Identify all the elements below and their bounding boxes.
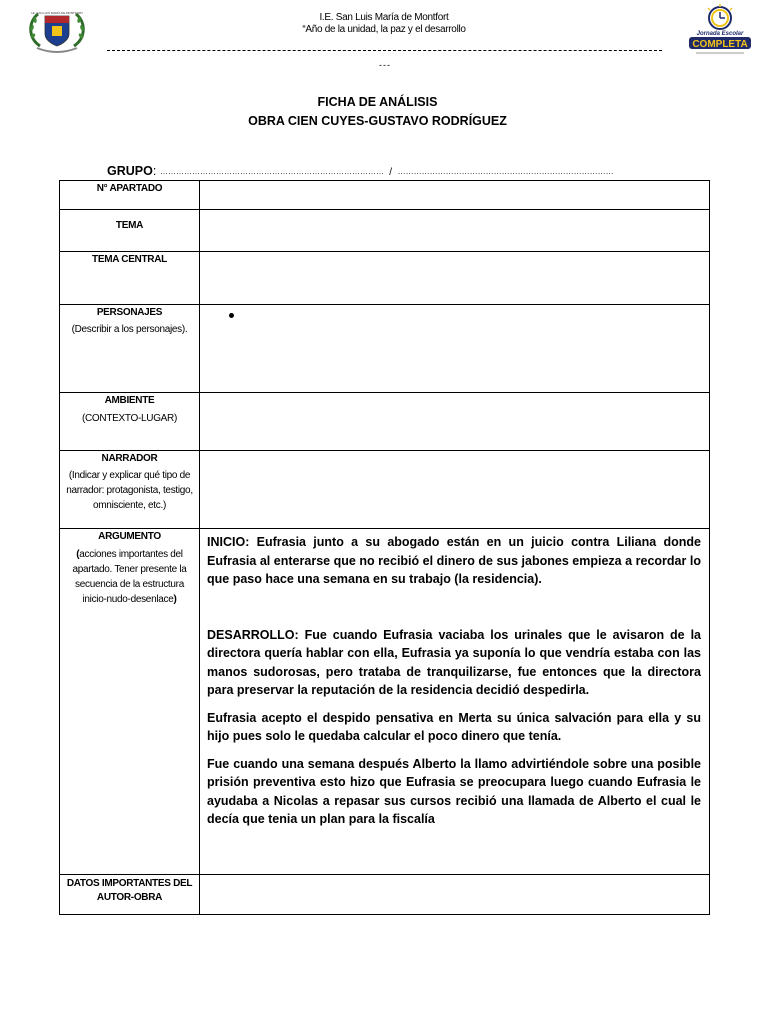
table-row: [60, 181, 710, 210]
grupo-blank-2[interactable]: ………………………………………………………………………: [397, 167, 614, 176]
analysis-form-table: [59, 180, 710, 915]
datos-field[interactable]: [200, 875, 710, 915]
bullet-icon: [229, 313, 234, 318]
label-tema: TEMA: [115, 220, 144, 231]
hint-ambiente: (CONTEXTO-LUGAR): [81, 413, 178, 424]
row-label-personajes: [60, 305, 200, 393]
grupo-blank-1[interactable]: …………………………………………………………………………: [159, 167, 384, 176]
label-tema-central: TEMA CENTRAL: [92, 254, 167, 265]
logo-text-main: COMPLETA: [692, 39, 748, 50]
paragraph-desarrollo: DESARROLLO: Fue cuando Eufrasia vaciaba los urinales que le avisaron de la directora quería hablar con ella, Eufrasia ya suponía lo que vendría estaba con las manos sudorosas, pero trataba de tranquilizarse, fue entonces que la directora para preservar la reputación de la residencia decidió despedirla.: [207, 627, 701, 697]
paragraph-inicio: INICIO: Eufrasia junto a su abogado están en un juicio contra Liliana donde Eufrasia al enterarse que no recibió el dinero de sus jabones empieza a recordar lo que paso hace una semana en su trabajo (la residencia).: [207, 535, 701, 586]
separator-line: [107, 44, 662, 51]
personajes-field[interactable]: [200, 305, 710, 393]
argumento-text: [200, 529, 709, 829]
row-label-narrador: [60, 451, 200, 529]
label-narrador: NARRADOR: [101, 453, 158, 464]
row-label-tema: [60, 210, 200, 252]
label-ambiente: AMBIENTE: [104, 395, 155, 406]
hint-argumento-text: acciones importantes del apartado. Tener presente la secuencia de la estructura inicio-nudo-desenlace: [72, 549, 187, 605]
school-name: I.E. San Luis María de Montfort: [319, 12, 449, 23]
grupo-label: GRUPO: [107, 164, 153, 178]
row-label-apartado: [60, 181, 200, 210]
grupo-slash: /: [389, 167, 393, 178]
label-argumento: ARGUMENTO: [98, 531, 161, 542]
row-label-datos: [60, 875, 200, 915]
table-row: [60, 210, 710, 252]
ambiente-field[interactable]: [200, 393, 710, 451]
narrador-field[interactable]: [200, 451, 710, 529]
paragraph-despido: Eufrasia acepto el despido pensativa en Merta su única salvación para ella y su hijo pues solo le quedaba calcular el poco dinero que tenía.: [207, 710, 701, 743]
separator-line-end: ---: [379, 60, 391, 70]
page-title: FICHA DE ANÁLISIS: [317, 95, 438, 109]
row-label-tema-central: [60, 252, 200, 305]
row-label-ambiente: [60, 393, 200, 451]
label-datos: DATOS IMPORTANTES DEL AUTOR-OBRA: [66, 878, 193, 903]
label-apartado: N° APARTADO: [96, 183, 163, 194]
table-row: [60, 305, 710, 393]
table-row: [60, 875, 710, 915]
hint-narrador: (Indicar y explicar qué tipo de narrador: protagonista, testigo, omnisciente, etc.): [66, 470, 193, 511]
hint-close-paren: ): [173, 594, 177, 605]
hint-argumento: [63, 547, 196, 607]
grupo-colon: :: [152, 164, 157, 178]
paragraph-alberto: Fue cuando una semana después Alberto la llamo advirtiéndole sobre una posible prisión preventiva esto hizo que Eufrasia se preocupara luego cuando Eufrasia le ayudaba a Nicolas a repasar sus cursos recibió una llamada de Alberto el cual le decía que tenia un plan para la fiscalía: [207, 756, 701, 826]
grupo-field[interactable]: [107, 164, 614, 178]
page-subtitle: OBRA CIEN CUYES-GUSTAVO RODRÍGUEZ: [248, 114, 507, 128]
svg-text:I.E. SAN LUIS MARÍA DE MONTFOR: I.E. SAN LUIS MARÍA DE MONTFORT: [31, 11, 83, 15]
table-row: [60, 529, 710, 875]
table-row: [60, 451, 710, 529]
hint-personajes: (Describir a los personajes).: [71, 324, 188, 335]
tema-central-field[interactable]: [200, 252, 710, 305]
logo-text-top: Jornada Escolar: [696, 31, 744, 37]
table-row: [60, 393, 710, 451]
table-row: [60, 252, 710, 305]
apartado-field[interactable]: [200, 181, 710, 210]
label-personajes: PERSONAJES: [96, 307, 163, 318]
tema-field[interactable]: [200, 210, 710, 252]
row-label-argumento: [60, 529, 200, 875]
motto: “Año de la unidad, la paz y el desarrollo: [302, 24, 466, 35]
argumento-field[interactable]: [200, 529, 710, 875]
hint-open-paren: (: [76, 549, 80, 560]
